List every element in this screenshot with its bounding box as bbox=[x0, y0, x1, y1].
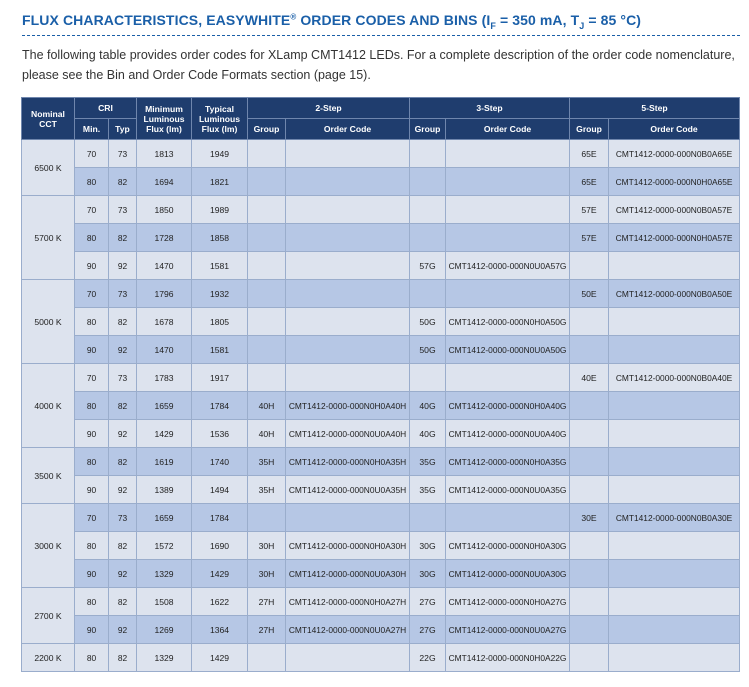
header-2-step: 2-Step bbox=[248, 98, 410, 119]
cell-5-step-order-code: CMT1412-0000-000N0B0A50E bbox=[609, 280, 740, 308]
cell-min-flux: 1470 bbox=[137, 336, 192, 364]
cell-3-step-group: 35G bbox=[410, 476, 446, 504]
header-3-step-order-code: Order Code bbox=[446, 119, 570, 140]
cell-cri-typ: 92 bbox=[109, 476, 137, 504]
cell-2-step-order-code bbox=[286, 308, 410, 336]
cell-2-step-order-code bbox=[286, 252, 410, 280]
cell-2-step-order-code: CMT1412-0000-000N0H0A40H bbox=[286, 392, 410, 420]
cell-2-step-group bbox=[248, 224, 286, 252]
cell-2-step-order-code bbox=[286, 140, 410, 168]
cell-typ-flux: 1536 bbox=[192, 420, 248, 448]
cell-5-step-group bbox=[570, 476, 609, 504]
cell-3-step-group bbox=[410, 364, 446, 392]
cell-5-step-group: 57E bbox=[570, 196, 609, 224]
cell-5-step-group: 65E bbox=[570, 140, 609, 168]
table-row bbox=[22, 392, 740, 420]
cell-cri-min: 90 bbox=[75, 616, 109, 644]
cell-min-flux: 1470 bbox=[137, 252, 192, 280]
cell-2-step-group bbox=[248, 644, 286, 672]
cell-2-step-order-code: CMT1412-0000-000N0H0A35H bbox=[286, 448, 410, 476]
cell-typ-flux: 1932 bbox=[192, 280, 248, 308]
cell-cri-min: 70 bbox=[75, 196, 109, 224]
table-row bbox=[22, 532, 740, 560]
cell-2-step-order-code bbox=[286, 168, 410, 196]
table-row bbox=[22, 448, 740, 476]
cell-2-step-order-code: CMT1412-0000-000N0U0A30H bbox=[286, 560, 410, 588]
cell-cri-typ: 82 bbox=[109, 588, 137, 616]
cell-5-step-order-code: CMT1412-0000-000N0H0A57E bbox=[609, 224, 740, 252]
title-mid: = 350 mA, T bbox=[495, 12, 580, 28]
cell-5-step-group bbox=[570, 308, 609, 336]
cell-3-step-order-code: CMT1412-0000-000N0H0A30G bbox=[446, 532, 570, 560]
cell-cri-typ: 73 bbox=[109, 364, 137, 392]
cell-cri-typ: 82 bbox=[109, 644, 137, 672]
cell-5-step-order-code bbox=[609, 532, 740, 560]
section-title bbox=[22, 12, 641, 31]
cell-2-step-order-code bbox=[286, 504, 410, 532]
cell-5-step-group: 30E bbox=[570, 504, 609, 532]
cell-2-step-group: 40H bbox=[248, 420, 286, 448]
cell-typ-flux: 1949 bbox=[192, 140, 248, 168]
cell-2-step-group bbox=[248, 168, 286, 196]
cell-5-step-order-code bbox=[609, 476, 740, 504]
table-row bbox=[22, 420, 740, 448]
cell-5-step-group bbox=[570, 560, 609, 588]
cell-5-step-group bbox=[570, 616, 609, 644]
cell-nominal-cct: 4000 K bbox=[22, 364, 75, 448]
cell-cri-min: 90 bbox=[75, 252, 109, 280]
cell-cri-min: 70 bbox=[75, 364, 109, 392]
cell-2-step-order-code: CMT1412-0000-000N0H0A27H bbox=[286, 588, 410, 616]
cell-cri-min: 80 bbox=[75, 532, 109, 560]
cell-2-step-group bbox=[248, 308, 286, 336]
cell-5-step-order-code bbox=[609, 588, 740, 616]
cell-5-step-group bbox=[570, 252, 609, 280]
cell-5-step-order-code bbox=[609, 308, 740, 336]
cell-typ-flux: 1429 bbox=[192, 560, 248, 588]
cell-cri-typ: 73 bbox=[109, 504, 137, 532]
cell-5-step-group bbox=[570, 588, 609, 616]
cell-typ-flux: 1821 bbox=[192, 168, 248, 196]
cell-3-step-order-code: CMT1412-0000-000N0H0A50G bbox=[446, 308, 570, 336]
cell-cri-typ: 92 bbox=[109, 420, 137, 448]
cell-3-step-group: 50G bbox=[410, 336, 446, 364]
header-cri-typ: Typ bbox=[109, 119, 137, 140]
cell-3-step-group: 40G bbox=[410, 392, 446, 420]
cell-min-flux: 1619 bbox=[137, 448, 192, 476]
header-cri: CRI bbox=[75, 98, 137, 119]
cell-5-step-group bbox=[570, 392, 609, 420]
cell-5-step-group bbox=[570, 532, 609, 560]
cell-5-step-order-code bbox=[609, 560, 740, 588]
cell-3-step-order-code: CMT1412-0000-000N0U0A35G bbox=[446, 476, 570, 504]
cell-5-step-order-code bbox=[609, 392, 740, 420]
cell-cri-typ: 73 bbox=[109, 196, 137, 224]
cell-nominal-cct: 5000 K bbox=[22, 280, 75, 364]
cell-5-step-order-code: CMT1412-0000-000N0B0A57E bbox=[609, 196, 740, 224]
header-3-step-group: Group bbox=[410, 119, 446, 140]
cell-typ-flux: 1805 bbox=[192, 308, 248, 336]
cell-3-step-order-code bbox=[446, 504, 570, 532]
cell-cri-min: 80 bbox=[75, 308, 109, 336]
cell-cri-typ: 92 bbox=[109, 252, 137, 280]
cell-cri-typ: 82 bbox=[109, 532, 137, 560]
cell-3-step-group bbox=[410, 280, 446, 308]
cell-cri-min: 90 bbox=[75, 560, 109, 588]
cell-2-step-order-code bbox=[286, 644, 410, 672]
cell-5-step-group bbox=[570, 448, 609, 476]
cell-2-step-group: 35H bbox=[248, 448, 286, 476]
cell-cri-min: 80 bbox=[75, 448, 109, 476]
header-typ-flux: Typical Luminous Flux (lm) bbox=[192, 98, 248, 140]
cell-5-step-group bbox=[570, 420, 609, 448]
table-row bbox=[22, 224, 740, 252]
cell-2-step-order-code bbox=[286, 224, 410, 252]
cell-nominal-cct: 6500 K bbox=[22, 140, 75, 196]
cell-3-step-order-code bbox=[446, 364, 570, 392]
cell-3-step-group: 30G bbox=[410, 532, 446, 560]
cell-2-step-order-code: CMT1412-0000-000N0U0A35H bbox=[286, 476, 410, 504]
cell-min-flux: 1329 bbox=[137, 560, 192, 588]
cell-typ-flux: 1740 bbox=[192, 448, 248, 476]
cell-3-step-order-code: CMT1412-0000-000N0U0A27G bbox=[446, 616, 570, 644]
cell-cri-min: 80 bbox=[75, 392, 109, 420]
table-row bbox=[22, 504, 740, 532]
cell-2-step-group: 30H bbox=[248, 560, 286, 588]
cell-cri-typ: 82 bbox=[109, 224, 137, 252]
cell-5-step-group: 65E bbox=[570, 168, 609, 196]
cell-min-flux: 1813 bbox=[137, 140, 192, 168]
cell-cri-typ: 82 bbox=[109, 392, 137, 420]
cell-5-step-order-code bbox=[609, 252, 740, 280]
cell-2-step-group bbox=[248, 364, 286, 392]
cell-typ-flux: 1494 bbox=[192, 476, 248, 504]
cell-3-step-group: 40G bbox=[410, 420, 446, 448]
cell-nominal-cct: 3000 K bbox=[22, 504, 75, 588]
registered-mark: ® bbox=[290, 12, 297, 22]
cell-3-step-order-code bbox=[446, 280, 570, 308]
cell-5-step-order-code: CMT1412-0000-000N0H0A65E bbox=[609, 168, 740, 196]
cell-3-step-group: 30G bbox=[410, 560, 446, 588]
cell-typ-flux: 1917 bbox=[192, 364, 248, 392]
cell-2-step-group bbox=[248, 280, 286, 308]
cell-nominal-cct: 5700 K bbox=[22, 196, 75, 280]
cell-min-flux: 1329 bbox=[137, 644, 192, 672]
cell-3-step-order-code: CMT1412-0000-000N0H0A22G bbox=[446, 644, 570, 672]
cell-5-step-order-code bbox=[609, 420, 740, 448]
cell-cri-min: 90 bbox=[75, 420, 109, 448]
cell-nominal-cct: 2700 K bbox=[22, 588, 75, 644]
cell-5-step-order-code bbox=[609, 448, 740, 476]
cell-typ-flux: 1364 bbox=[192, 616, 248, 644]
cell-cri-typ: 92 bbox=[109, 336, 137, 364]
cell-2-step-group bbox=[248, 252, 286, 280]
cell-min-flux: 1389 bbox=[137, 476, 192, 504]
intro-paragraph: The following table provides order codes for XLamp CMT1412 LEDs. For a complete description of the order code nomenclature, please see the Bin and Order Code Formats section (page 15). bbox=[22, 48, 735, 82]
cell-2-step-order-code: CMT1412-0000-000N0U0A40H bbox=[286, 420, 410, 448]
cell-cri-min: 80 bbox=[75, 224, 109, 252]
table-row bbox=[22, 616, 740, 644]
cell-5-step-order-code bbox=[609, 616, 740, 644]
cell-3-step-group: 57G bbox=[410, 252, 446, 280]
cell-cri-min: 70 bbox=[75, 140, 109, 168]
cell-3-step-order-code bbox=[446, 224, 570, 252]
cell-typ-flux: 1784 bbox=[192, 504, 248, 532]
cell-min-flux: 1572 bbox=[137, 532, 192, 560]
title-rest: ORDER CODES AND BINS (I bbox=[296, 12, 491, 28]
title-main: FLUX CHARACTERISTICS, EASYWHITE bbox=[22, 12, 291, 28]
table-row bbox=[22, 364, 740, 392]
cell-typ-flux: 1989 bbox=[192, 196, 248, 224]
table-row bbox=[22, 336, 740, 364]
header-nominal-cct: Nominal CCT bbox=[22, 98, 75, 140]
cell-cri-typ: 73 bbox=[109, 140, 137, 168]
cell-3-step-order-code: CMT1412-0000-000N0H0A35G bbox=[446, 448, 570, 476]
table-row bbox=[22, 588, 740, 616]
cell-cri-min: 80 bbox=[75, 588, 109, 616]
cell-min-flux: 1429 bbox=[137, 420, 192, 448]
cell-5-step-group: 50E bbox=[570, 280, 609, 308]
cell-3-step-order-code: CMT1412-0000-000N0U0A30G bbox=[446, 560, 570, 588]
cell-min-flux: 1850 bbox=[137, 196, 192, 224]
cell-3-step-group bbox=[410, 140, 446, 168]
cell-5-step-group: 40E bbox=[570, 364, 609, 392]
cell-5-step-group bbox=[570, 336, 609, 364]
subscript-f: F bbox=[490, 20, 496, 31]
header-5-step: 5-Step bbox=[570, 98, 740, 119]
cell-min-flux: 1728 bbox=[137, 224, 192, 252]
cell-typ-flux: 1858 bbox=[192, 224, 248, 252]
cell-5-step-order-code: CMT1412-0000-000N0B0A30E bbox=[609, 504, 740, 532]
cell-cri-min: 70 bbox=[75, 280, 109, 308]
cell-cri-min: 90 bbox=[75, 336, 109, 364]
cell-3-step-order-code: CMT1412-0000-000N0H0A40G bbox=[446, 392, 570, 420]
cell-nominal-cct: 3500 K bbox=[22, 448, 75, 504]
cell-2-step-order-code bbox=[286, 336, 410, 364]
header-2-step-group: Group bbox=[248, 119, 286, 140]
table-row bbox=[22, 140, 740, 168]
cell-cri-typ: 82 bbox=[109, 168, 137, 196]
cell-typ-flux: 1581 bbox=[192, 252, 248, 280]
cell-3-step-group bbox=[410, 504, 446, 532]
title-divider bbox=[22, 35, 740, 36]
cell-5-step-order-code: CMT1412-0000-000N0B0A65E bbox=[609, 140, 740, 168]
cell-min-flux: 1678 bbox=[137, 308, 192, 336]
cell-3-step-group bbox=[410, 224, 446, 252]
cell-2-step-order-code bbox=[286, 280, 410, 308]
cell-2-step-group: 27H bbox=[248, 616, 286, 644]
cell-min-flux: 1783 bbox=[137, 364, 192, 392]
cell-2-step-group bbox=[248, 196, 286, 224]
cell-3-step-group bbox=[410, 196, 446, 224]
header-5-step-group: Group bbox=[570, 119, 609, 140]
table-row bbox=[22, 644, 740, 672]
cell-2-step-group: 27H bbox=[248, 588, 286, 616]
cell-3-step-order-code bbox=[446, 168, 570, 196]
cell-2-step-order-code bbox=[286, 196, 410, 224]
table-row bbox=[22, 168, 740, 196]
title-end: = 85 °C) bbox=[584, 12, 642, 28]
cell-typ-flux: 1429 bbox=[192, 644, 248, 672]
cell-2-step-group bbox=[248, 336, 286, 364]
cell-typ-flux: 1784 bbox=[192, 392, 248, 420]
cell-5-step-order-code bbox=[609, 644, 740, 672]
cell-3-step-order-code: CMT1412-0000-000N0H0A27G bbox=[446, 588, 570, 616]
table-row bbox=[22, 308, 740, 336]
table-row bbox=[22, 280, 740, 308]
table-row bbox=[22, 252, 740, 280]
cell-3-step-order-code: CMT1412-0000-000N0U0A50G bbox=[446, 336, 570, 364]
cell-3-step-order-code: CMT1412-0000-000N0U0A40G bbox=[446, 420, 570, 448]
cell-2-step-group bbox=[248, 140, 286, 168]
cell-cri-min: 70 bbox=[75, 504, 109, 532]
subscript-j: J bbox=[579, 20, 585, 31]
cell-5-step-order-code bbox=[609, 336, 740, 364]
header-cri-min: Min. bbox=[75, 119, 109, 140]
cell-cri-typ: 82 bbox=[109, 308, 137, 336]
cell-typ-flux: 1690 bbox=[192, 532, 248, 560]
cell-3-step-group: 22G bbox=[410, 644, 446, 672]
cell-3-step-group: 27G bbox=[410, 588, 446, 616]
cell-3-step-order-code bbox=[446, 196, 570, 224]
cell-5-step-group bbox=[570, 644, 609, 672]
cell-3-step-group: 27G bbox=[410, 616, 446, 644]
cell-3-step-order-code: CMT1412-0000-000N0U0A57G bbox=[446, 252, 570, 280]
cell-2-step-group: 35H bbox=[248, 476, 286, 504]
cell-2-step-order-code bbox=[286, 364, 410, 392]
header-3-step: 3-Step bbox=[410, 98, 570, 119]
cell-min-flux: 1796 bbox=[137, 280, 192, 308]
cell-cri-typ: 92 bbox=[109, 560, 137, 588]
cell-3-step-group bbox=[410, 168, 446, 196]
header-min-flux: Minimum Luminous Flux (lm) bbox=[137, 98, 192, 140]
cell-2-step-group: 30H bbox=[248, 532, 286, 560]
cell-cri-min: 80 bbox=[75, 168, 109, 196]
cell-typ-flux: 1622 bbox=[192, 588, 248, 616]
cell-2-step-order-code: CMT1412-0000-000N0H0A30H bbox=[286, 532, 410, 560]
cell-cri-typ: 92 bbox=[109, 616, 137, 644]
cell-min-flux: 1269 bbox=[137, 616, 192, 644]
cell-cri-typ: 73 bbox=[109, 280, 137, 308]
table-row bbox=[22, 196, 740, 224]
cell-typ-flux: 1581 bbox=[192, 336, 248, 364]
cell-5-step-group: 57E bbox=[570, 224, 609, 252]
cell-3-step-group: 35G bbox=[410, 448, 446, 476]
table-row bbox=[22, 476, 740, 504]
table-body bbox=[22, 140, 740, 672]
header-5-step-order-code: Order Code bbox=[609, 119, 740, 140]
cell-2-step-group: 40H bbox=[248, 392, 286, 420]
cell-nominal-cct: 2200 K bbox=[22, 644, 75, 672]
cell-cri-min: 80 bbox=[75, 644, 109, 672]
header-2-step-order-code: Order Code bbox=[286, 119, 410, 140]
order-codes-table bbox=[21, 97, 740, 672]
cell-cri-typ: 82 bbox=[109, 448, 137, 476]
cell-min-flux: 1508 bbox=[137, 588, 192, 616]
cell-min-flux: 1694 bbox=[137, 168, 192, 196]
cell-2-step-order-code: CMT1412-0000-000N0U0A27H bbox=[286, 616, 410, 644]
cell-3-step-order-code bbox=[446, 140, 570, 168]
cell-2-step-group bbox=[248, 504, 286, 532]
cell-3-step-group: 50G bbox=[410, 308, 446, 336]
table-row bbox=[22, 560, 740, 588]
cell-min-flux: 1659 bbox=[137, 392, 192, 420]
cell-5-step-order-code: CMT1412-0000-000N0B0A40E bbox=[609, 364, 740, 392]
cell-cri-min: 90 bbox=[75, 476, 109, 504]
cell-min-flux: 1659 bbox=[137, 504, 192, 532]
